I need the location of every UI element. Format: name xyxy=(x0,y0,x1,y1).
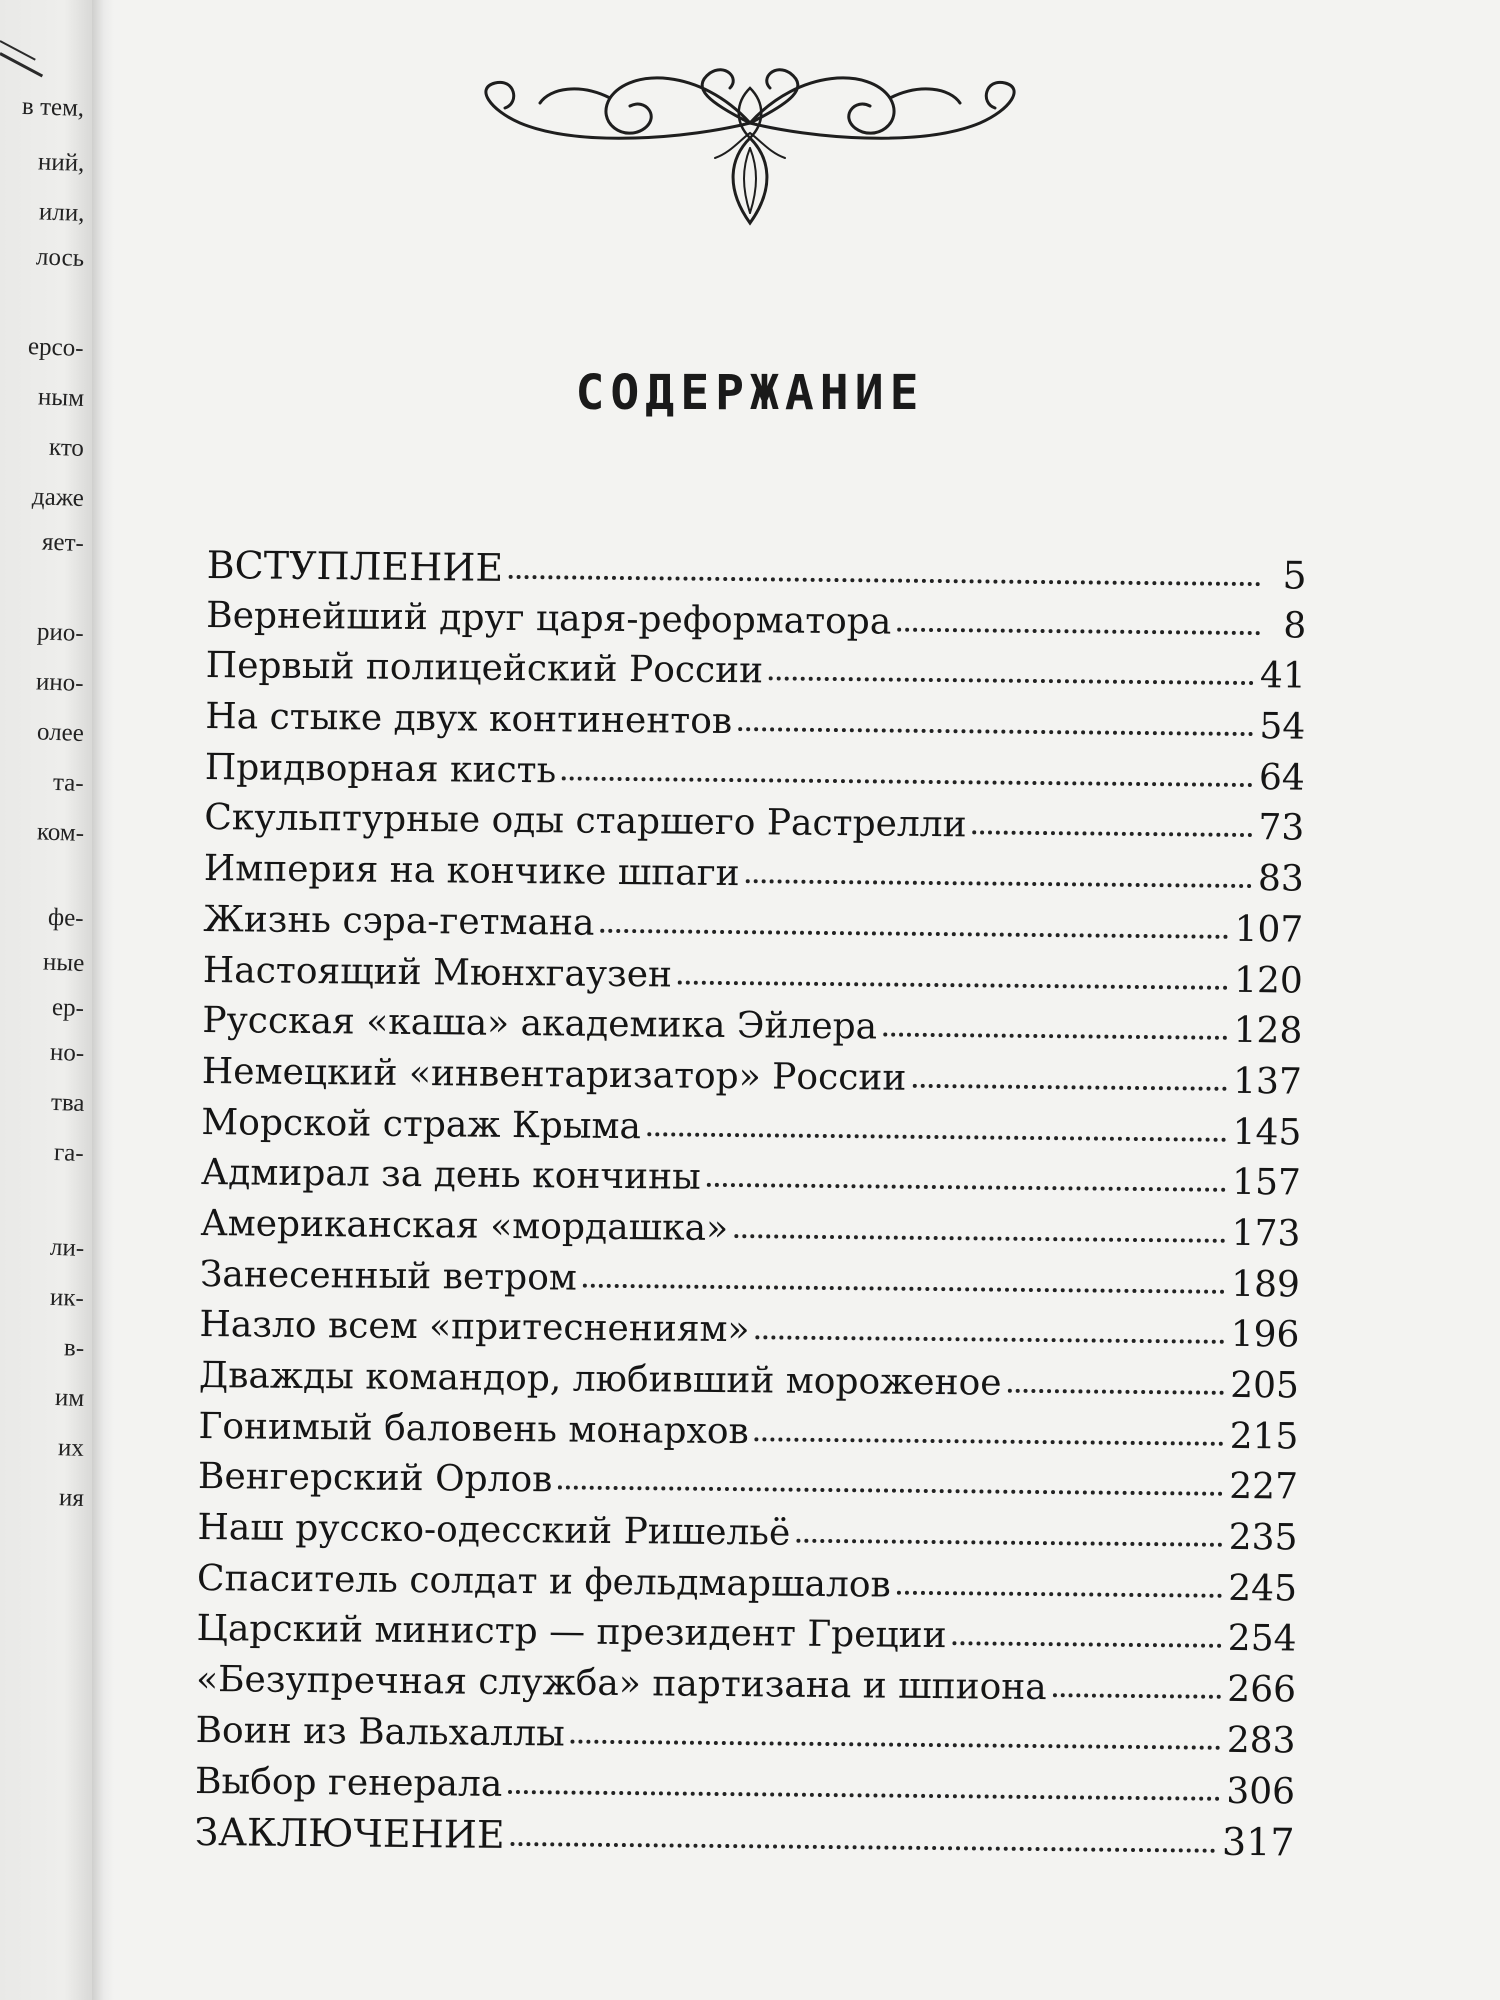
toc-entry-page: 8 xyxy=(1283,605,1307,647)
toc-entry-title: Вернейший друг царя-реформатора xyxy=(206,594,892,643)
toc-leader-dots xyxy=(755,1336,1224,1345)
toc-leader-dots xyxy=(558,1486,1223,1496)
toc-entry-page: 137 xyxy=(1232,1060,1303,1103)
toc-leader-dots xyxy=(734,1234,1226,1243)
toc-entry-page: 120 xyxy=(1233,959,1304,1002)
toc-entry-page: 266 xyxy=(1227,1668,1297,1711)
toc-entry-title: Воин из Вальхаллы xyxy=(195,1709,565,1755)
toc-entry-title: Морской страж Крыма xyxy=(201,1101,642,1147)
toc-entry-page: 5 xyxy=(1282,553,1307,598)
left-page-line: ия xyxy=(58,1484,85,1512)
toc-entry-title: Немецкий «инвентаризатор» России xyxy=(201,1050,907,1099)
toc-entry-page: 215 xyxy=(1229,1415,1299,1458)
toc-entry-title: Американская «мордашка» xyxy=(200,1202,729,1249)
toc-entry-title: Настоящий Мюнхгаузен xyxy=(202,949,673,995)
toc-leader-dots xyxy=(678,980,1228,989)
toc-entry-page: 107 xyxy=(1234,908,1304,951)
left-page-line: ные xyxy=(42,948,85,977)
toc-entry-title: Дважды командор, любивший мороженое xyxy=(198,1354,1002,1404)
left-page-line: олее xyxy=(36,718,85,747)
toc-entry-page: 283 xyxy=(1226,1719,1296,1762)
toc-entry-title: Гонимый баловень монархов xyxy=(198,1405,749,1452)
left-page-line: та- xyxy=(52,768,85,797)
toc-entry-title: Адмирал за день кончины xyxy=(200,1152,702,1199)
left-page-line: или, xyxy=(38,198,85,227)
left-page-line: яет- xyxy=(41,528,85,557)
toc-leader-dots xyxy=(508,1789,1220,1800)
left-page-line: ино- xyxy=(35,668,85,697)
toc-entry-title: Наш русско-одесский Ришельё xyxy=(197,1507,791,1554)
toc-entry-page: 235 xyxy=(1228,1516,1298,1559)
toc-entry-page: 227 xyxy=(1229,1466,1299,1508)
toc-leader-dots xyxy=(583,1283,1225,1293)
toc-entry-page: 254 xyxy=(1227,1618,1297,1660)
toc-entry-page: 189 xyxy=(1230,1263,1301,1306)
toc-entry-title: Царский министр — президент Греции xyxy=(196,1608,947,1657)
toc-leader-dots xyxy=(600,929,1228,939)
left-page-line: ерсо- xyxy=(28,333,85,362)
toc-leader-dots xyxy=(647,1132,1227,1142)
left-page-line: их xyxy=(57,1434,85,1462)
toc-entry-page: 145 xyxy=(1232,1111,1302,1154)
toc-entry-title: ЗАКЛЮЧЕНИЕ xyxy=(194,1810,505,1858)
ornament-flourish xyxy=(460,28,1040,228)
toc-leader-dots xyxy=(746,879,1252,888)
toc-entry-page: 205 xyxy=(1230,1364,1300,1407)
toc-leader-dots xyxy=(1007,1389,1224,1395)
table-of-contents xyxy=(194,540,1307,1868)
left-page-line: ний, xyxy=(37,148,85,177)
toc-entry-page: 317 xyxy=(1221,1819,1295,1865)
left-page-line: кто xyxy=(48,433,85,462)
left-page-line: ли- xyxy=(49,1233,85,1262)
left-page-line: даже xyxy=(31,483,85,512)
toc-entry-page: 83 xyxy=(1257,858,1304,900)
left-page-line: в тем, xyxy=(21,92,85,122)
toc-leader-dots xyxy=(707,1183,1226,1192)
left-page-line: в- xyxy=(63,1334,85,1362)
toc-leader-dots xyxy=(511,1842,1216,1853)
left-page-line: фе- xyxy=(47,903,85,932)
toc-entry-title: Венгерский Орлов xyxy=(197,1456,553,1501)
toc-leader-dots xyxy=(571,1739,1221,1749)
left-page-line: тва xyxy=(50,1088,85,1117)
toc-leader-dots xyxy=(897,1590,1223,1597)
page-title: СОДЕРЖАНИЕ xyxy=(575,365,925,421)
left-page-line: рио- xyxy=(36,618,85,647)
toc-leader-dots xyxy=(883,1033,1228,1040)
toc-leader-dots xyxy=(1053,1693,1222,1699)
toc-leader-dots xyxy=(973,831,1253,838)
toc-entry-title: Первый полицейский России xyxy=(205,645,764,692)
toc-leader-dots xyxy=(738,727,1253,736)
toc-entry-page: 64 xyxy=(1258,756,1305,799)
toc-entry-page: 173 xyxy=(1231,1212,1301,1255)
left-page-line: лось xyxy=(35,243,85,272)
toc-entry-title: Занесенный ветром xyxy=(199,1253,578,1299)
toc-leader-dots xyxy=(509,575,1261,586)
left-page-line: га- xyxy=(53,1138,85,1167)
left-page-line: ер- xyxy=(51,993,85,1022)
toc-entry-title: Придворная кисть xyxy=(204,746,557,792)
toc-entry-title: «Безупречная служба» партизана и шпиона xyxy=(195,1659,1047,1709)
toc-entry xyxy=(194,1807,1294,1868)
toc-entry-page: 245 xyxy=(1228,1567,1298,1610)
toc-leader-dots xyxy=(953,1642,1222,1649)
toc-entry-title: Выбор генерала xyxy=(194,1760,503,1805)
toc-leader-dots xyxy=(912,1084,1227,1091)
toc-entry-page: 196 xyxy=(1230,1314,1300,1356)
toc-entry-title: ВСТУПЛЕНИЕ xyxy=(206,542,504,590)
toc-leader-dots xyxy=(769,677,1254,686)
toc-entry-title: Русская «каша» академика Эйлера xyxy=(202,1000,878,1048)
toc-leader-dots xyxy=(796,1539,1222,1547)
toc-entry-title: Империя на кончике шпаги xyxy=(203,848,740,895)
toc-entry-title: Жизнь сэра-гетмана xyxy=(203,898,595,944)
left-page-line: но- xyxy=(49,1038,85,1067)
toc-entry-page: 128 xyxy=(1233,1010,1303,1052)
toc-entry-page: 157 xyxy=(1231,1162,1302,1204)
book-gutter xyxy=(92,0,114,2000)
toc-leader-dots xyxy=(755,1437,1224,1446)
left-page-line: ик- xyxy=(49,1283,85,1312)
left-page-line: ком- xyxy=(36,818,85,847)
toc-entry-page: 306 xyxy=(1226,1770,1296,1813)
toc-entry-title: На стыке двух континентов xyxy=(205,696,733,743)
toc-entry-page: 73 xyxy=(1258,807,1305,849)
toc-entry-title: Спаситель солдат и фельдмаршалов xyxy=(196,1557,891,1606)
toc-leader-dots xyxy=(897,627,1260,634)
toc-entry-page: 41 xyxy=(1259,655,1306,697)
toc-entry-page: 54 xyxy=(1259,706,1306,748)
left-page-text xyxy=(0,0,92,2000)
toc-entry-title: Назло всем «притеснениям» xyxy=(199,1304,750,1351)
left-page xyxy=(0,0,92,2000)
toc-leader-dots xyxy=(562,776,1253,787)
left-page-line: им xyxy=(54,1383,85,1412)
toc-entry-title: Скульптурные оды старшего Растрелли xyxy=(204,797,967,846)
left-page-line: ным xyxy=(37,383,85,412)
